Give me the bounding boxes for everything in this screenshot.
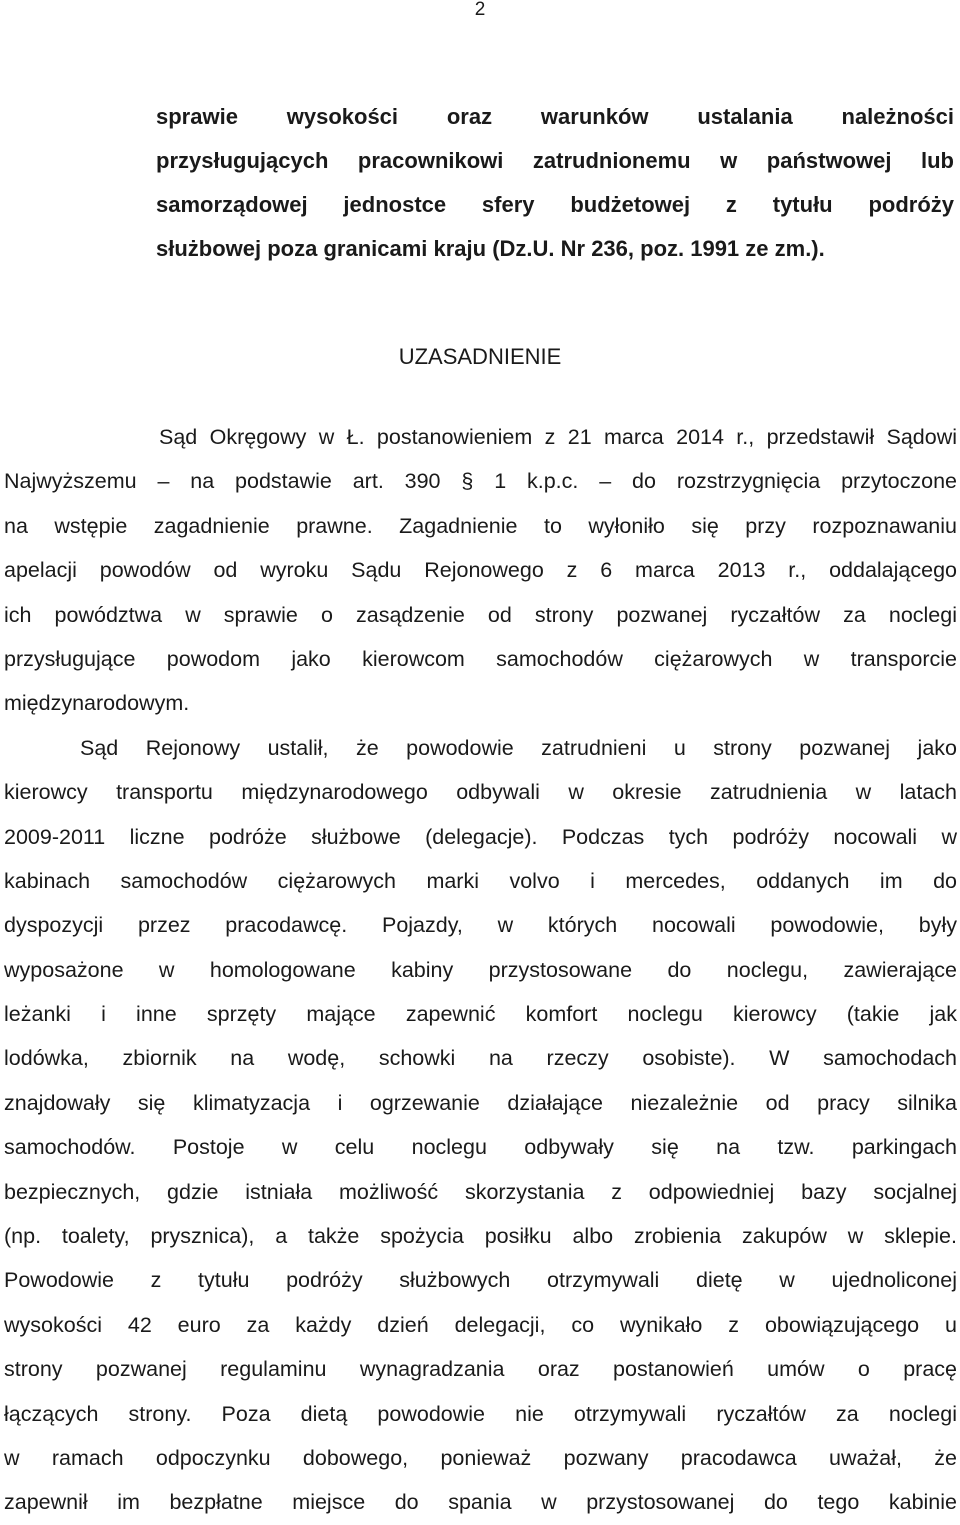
body-line: dyspozycji przez pracodawcę. Pojazdy, w których nocowali powodowie, były — [4, 913, 957, 938]
title-line: przysługujących pracownikowi zatrudnionemu w państwowej lub — [156, 148, 954, 173]
body-line: wysokości 42 euro za każdy dzień delegacji, co wynikało z obowiązującego u — [4, 1312, 957, 1337]
body-line: przysługujące powodom jako kierowcom samochodów ciężarowych w transporcie — [4, 646, 957, 671]
body-line: ich powództwa w sprawie o zasądzenie od strony pozwanej ryczałtów za noclegi — [4, 602, 957, 627]
body-line: wyposażone w homologowane kabiny przystosowane do noclegu, zawierające — [4, 957, 957, 982]
body-line: Powodowie z tytułu podróży służbowych otrzymywali dietę w ujednoliconej — [4, 1268, 957, 1293]
body-line: znajdowały się klimatyzacja i ogrzewanie działające niezależnie od pracy silnika — [4, 1090, 957, 1115]
page-number: 2 — [474, 0, 486, 20]
body-text — [4, 415, 957, 1525]
body-line: Sąd Rejonowy ustalił, że powodowie zatrudnieni u strony pozwanej jako — [80, 735, 957, 760]
body-line: lodówka, zbiornik na wodę, schowki na rzeczy osobiste). W samochodach — [4, 1046, 957, 1071]
body-line: łączących strony. Poza dietą powodowie nie otrzymywali ryczałtów za noclegi — [4, 1401, 957, 1426]
body-line: w ramach odpoczynku dobowego, ponieważ pozwany pracodawca uważał, że — [4, 1445, 957, 1470]
body-line: na wstępie zagadnienie prawne. Zagadnienie to wyłoniło się przy rozpoznawaniu — [4, 513, 957, 538]
body-line: samochodów. Postoje w celu noclegu odbywały się na tzw. parkingach — [4, 1135, 957, 1160]
section-heading: UZASADNIENIE — [398, 344, 562, 369]
body-line: apelacji powodów od wyroku Sądu Rejonowego z 6 marca 2013 r., oddalającego — [4, 558, 957, 583]
title-line: samorządowej jednostce sfery budżetowej z tytułu podróży — [156, 192, 954, 217]
body-line: kierowcy transportu międzynarodowego odbywali w okresie zatrudnienia w latach — [4, 780, 957, 805]
body-line: zapewnił im bezpłatne miejsce do spania w przystosowanej do tego kabinie — [4, 1490, 957, 1515]
legal-question-text — [156, 95, 954, 271]
body-line: bezpiecznych, gdzie istniała możliwość skorzystania z odpowiedniej bazy socjalnej — [4, 1179, 957, 1204]
body-line: (np. toalety, prysznica), a także spożycia posiłku albo zrobienia zakupów w sklepie. — [4, 1224, 957, 1249]
body-line: strony pozwanej regulaminu wynagradzania oraz postanowień umów o pracę — [4, 1357, 957, 1382]
title-line: sprawie wysokości oraz warunków ustalania należności — [156, 104, 954, 129]
body-line: międzynarodowym. — [4, 691, 190, 716]
body-line: Najwyższemu – na podstawie art. 390 § 1 k.p.c. – do rozstrzygnięcia przytoczone — [4, 469, 957, 494]
title-line: służbowej poza granicami kraju (Dz.U. Nr 236, poz. 1991 ze zm.). — [156, 236, 825, 261]
body-line: kabinach samochodów ciężarowych marki volvo i mercedes, oddanych im do — [4, 868, 957, 893]
body-line: Sąd Okręgowy w Ł. postanowieniem z 21 marca 2014 r., przedstawił Sądowi — [159, 425, 957, 449]
body-line: 2009-2011 liczne podróże służbowe (delegacje). Podczas tych podróży nocowali w — [4, 824, 957, 849]
body-line: leżanki i inne sprzęty mające zapewnić komfort noclegu kierowcy (takie jak — [4, 1002, 957, 1027]
